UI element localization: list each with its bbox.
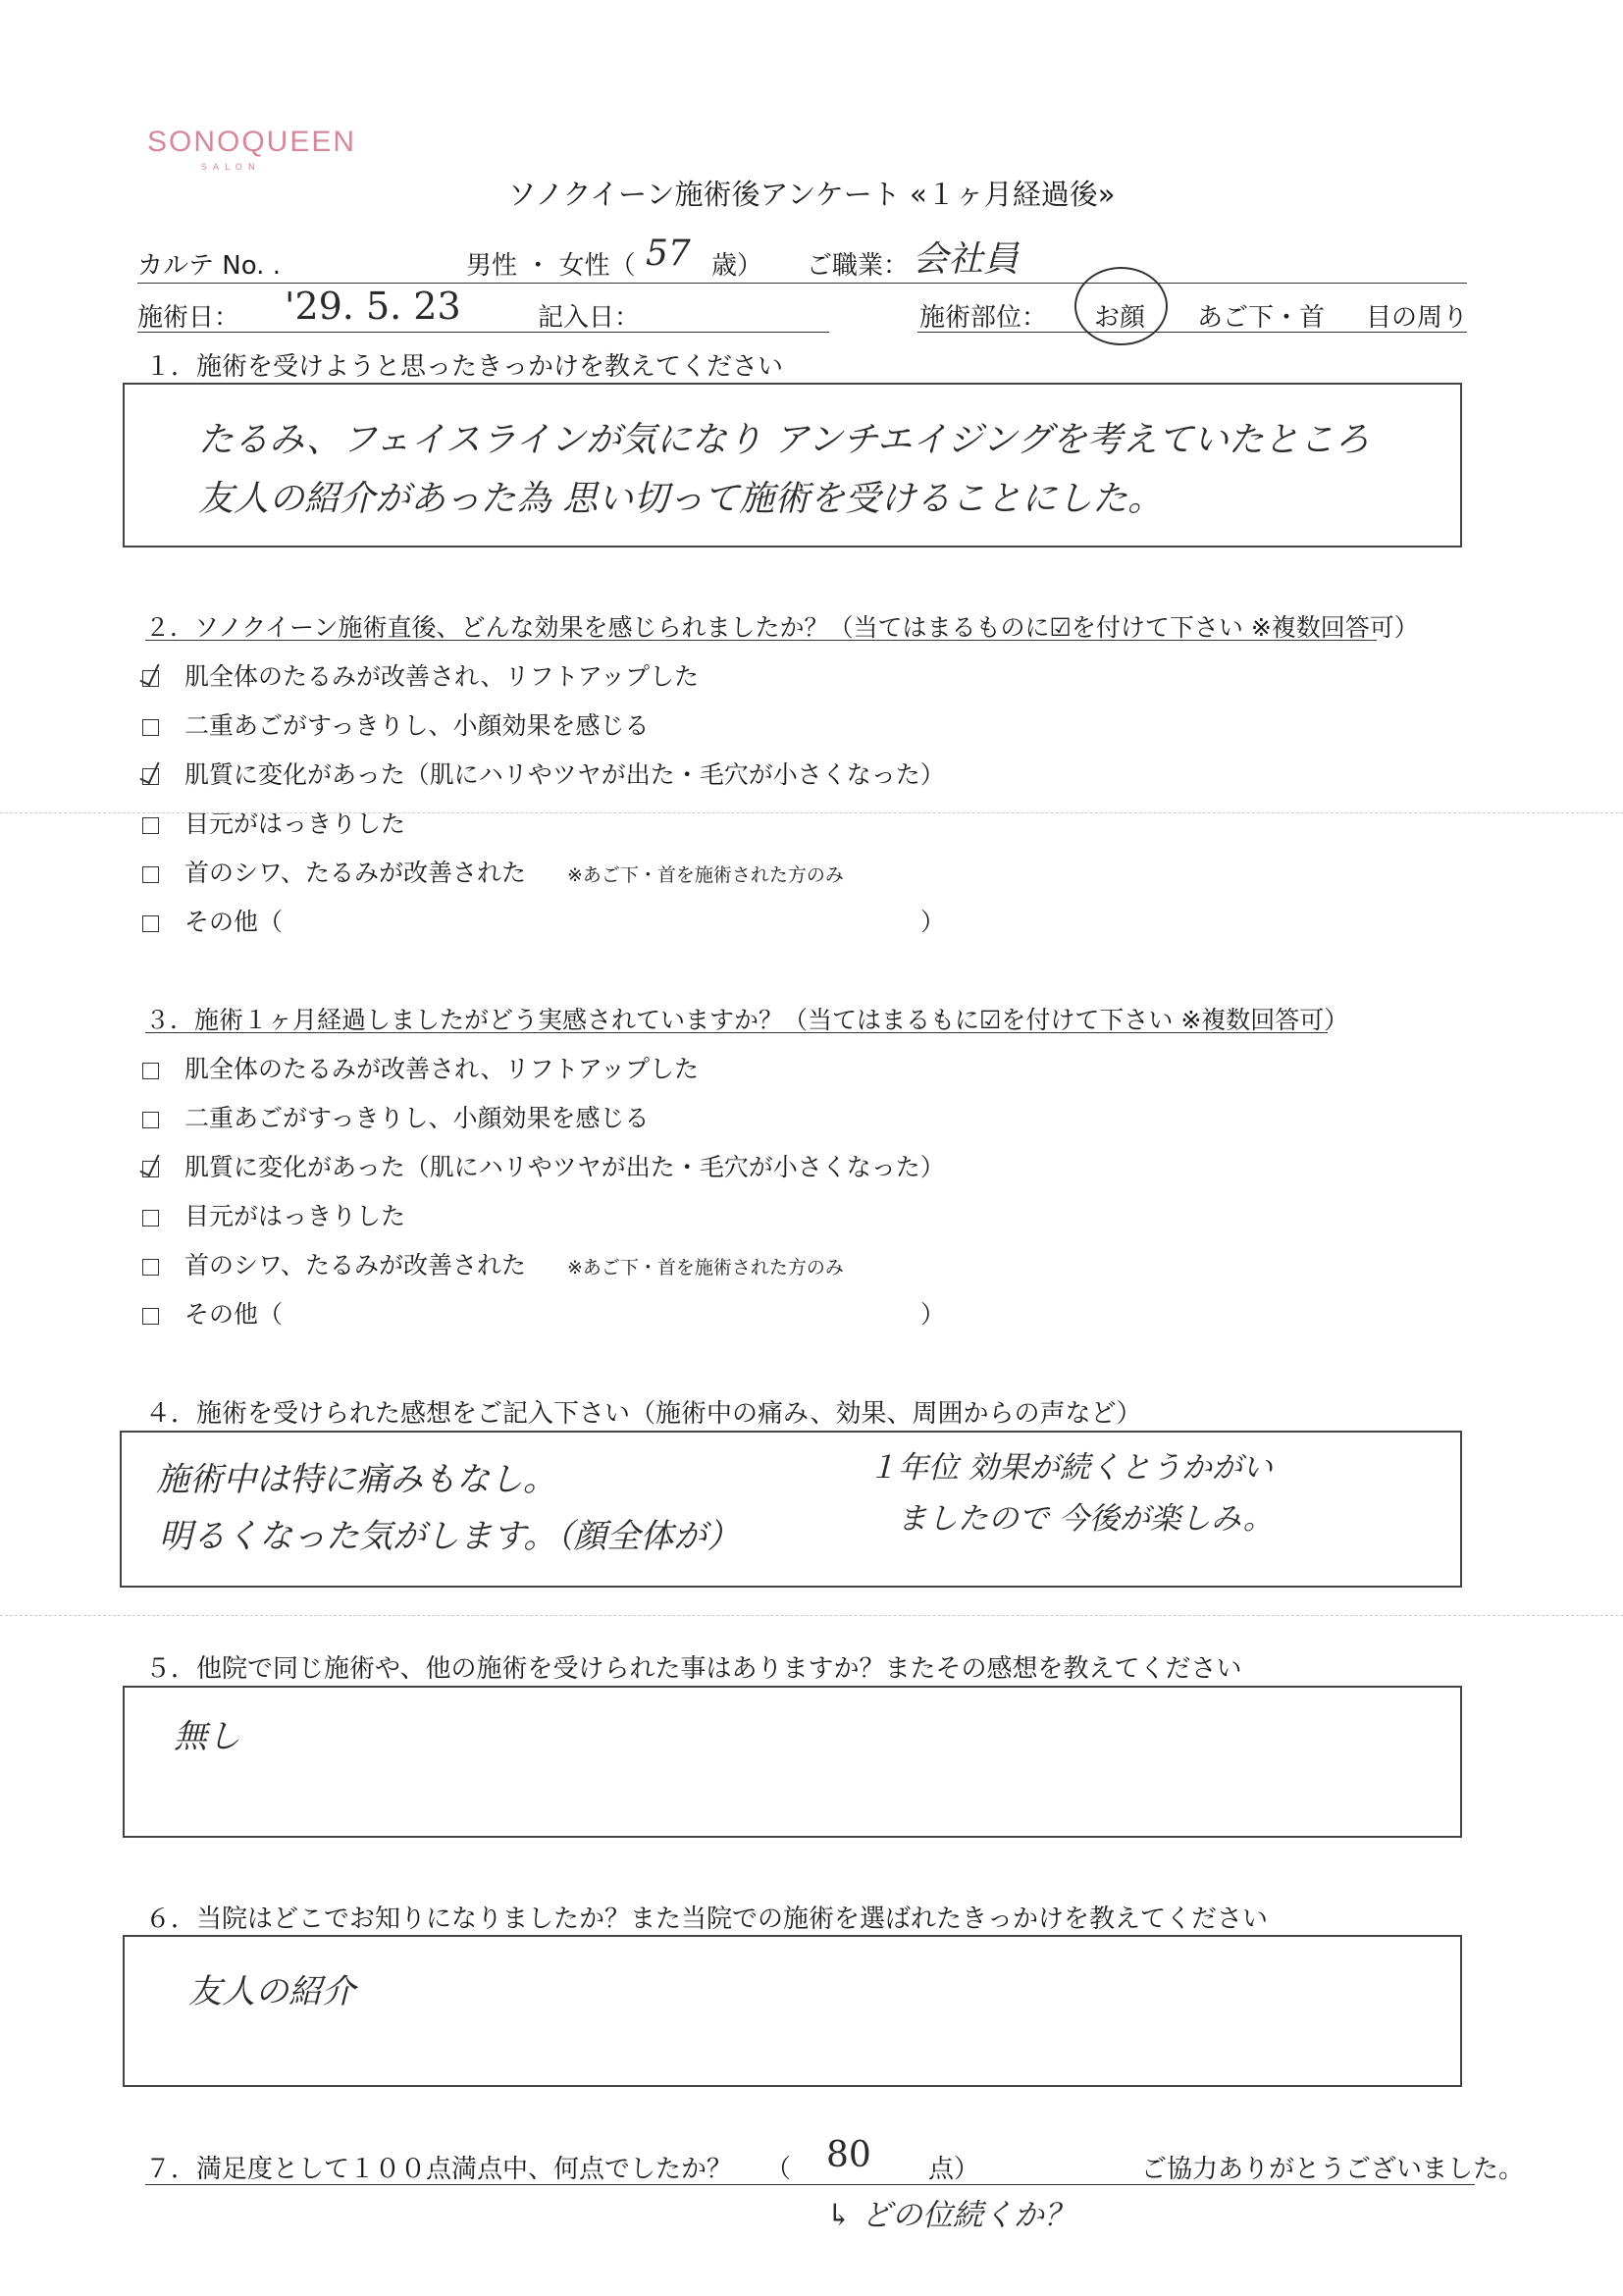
q1-answer-line2: 友人の紹介があった為 思い切って施術を受けることにした。 [198,479,1164,519]
q2-question: ２．ソノクイーン施術直後、どんな効果を感じられましたか？（当てはまるものに☑を付けて下さい ※複数回答可） [145,613,1419,642]
q2-other-close: ） [920,908,946,936]
q2-option-neck: 首のシワ、たるみが改善された ※あご下・首を施術された方のみ [142,854,844,889]
q7-suffix: 点） [928,2155,980,2184]
q2-checkbox-eyes[interactable] [142,817,159,834]
q3-option-skin: 肌質に変化があった（肌にハリやツヤが出た・毛穴が小さくなった） [142,1148,945,1183]
q3-checkbox-skin[interactable] [142,1161,159,1177]
q2-option-skin: 肌質に変化があった（肌にハリやツヤが出た・毛穴が小さくなった） [142,756,945,791]
q2-underline [145,640,1377,641]
info-row2-underline [137,332,829,333]
area-eyes: 目の周り [1366,303,1469,333]
q3-question: ３．施術１ヶ月経過しましたがどう実感されていますか？（当てはまるもに☑を付けて下さい ※複数回答可） [145,1006,1349,1034]
q2-option-double-chin: 二重あごがすっきりし、小顔効果を感じる [142,706,650,742]
area-label: 施術部位： [919,303,1048,333]
q1-question: １．施術を受けようと思ったきっかけを教えてください [145,352,784,382]
age-suffix: 歳） [711,251,763,281]
q3-checkbox-other[interactable] [142,1308,159,1325]
q6-question: ６．当院はどこでお知りになりましたか？また当院での施術を選ばれたきっかけを教えてください [145,1905,1269,1934]
q3-checkbox-eyes[interactable] [142,1210,159,1226]
q4-answer-left1: 施術中は特に痛みもなし。 [156,1460,556,1499]
thanks-message: ご協力ありがとうございました。 [1141,2155,1525,2184]
q5-answer: 無し [174,1717,240,1756]
q2-option-eyes: 目元がはっきりした [142,805,405,840]
q4-answer-right2: ましたので 今後が楽しみ。 [897,1501,1274,1537]
q1-answer-box [123,383,1462,548]
q3-other-close: ） [920,1300,946,1329]
q5-question: ５．他院で同じ施術や、他の施術を受けられた事はありますか？またその感想を教えてください [145,1654,1242,1684]
logo: SONOQUEEN [147,126,357,158]
q3-option-eyes: 目元がはっきりした [142,1197,405,1232]
q4-question: ４．施術を受けられた感想をご記入下さい（施術中の痛み、効果、周囲からの声など） [145,1399,1142,1429]
karte-label: カルテ No. . [137,251,281,281]
q2-option-lift: 肌全体のたるみが改善され、リフトアップした [142,657,699,693]
q3-option-double-chin: 二重あごがすっきりし、小顔効果を感じる [142,1099,650,1134]
q2-checkbox-other[interactable] [142,915,159,932]
q3-option-lift: 肌全体のたるみが改善され、リフトアップした [142,1050,699,1085]
q3-checkbox-neck[interactable] [142,1259,159,1276]
q7-open-paren: （ [765,2155,792,2184]
q6-answer-box [123,1935,1462,2087]
q4-answer-box [120,1431,1462,1588]
area-face-circle [1074,267,1168,345]
date-value: '29. 5. 23 [285,285,461,328]
age-value: 57 [646,234,691,274]
fold-line [0,812,1623,813]
q1-answer-line1: たるみ、フェイスラインが気になり アンチエイジングを考えていたところ [198,420,1370,460]
q3-checkbox-lift[interactable] [142,1063,159,1079]
fold-line-2 [0,1615,1623,1616]
gender-label: 男性 ・ 女性（ [466,251,636,281]
q6-answer: 友人の紹介 [188,1972,355,2011]
q2-checkbox-skin[interactable] [142,768,159,785]
occupation-label: ご職業： [807,251,910,281]
info-row1-underline [137,283,1467,284]
date-label: 施術日： [137,303,240,333]
q7-question: ７．満足度として１００点満点中、何点でしたか？ [145,2155,733,2184]
q3-checkbox-double-chin[interactable] [142,1112,159,1128]
area-chin-neck: あご下・首 [1197,303,1326,333]
q5-answer-box [123,1686,1462,1838]
q2-checkbox-lift[interactable] [142,670,159,687]
page-title: ソノクイーン施術後アンケート «１ヶ月経過後» [507,178,1116,211]
q3-option-other: その他（ [142,1295,283,1331]
q3-option-neck: 首のシワ、たるみが改善された ※あご下・首を施術された方のみ [142,1246,844,1281]
q2-checkbox-double-chin[interactable] [142,719,159,736]
q4-answer-left2: 明るくなった気がします。（顔全体が） [159,1517,741,1556]
q7-score: 80 [826,2135,871,2175]
q7-note: ↳ どの位続くか？ [826,2198,1074,2233]
q2-checkbox-neck[interactable] [142,866,159,883]
q2-option-other: その他（ [142,903,283,938]
q3-underline [145,1032,1328,1033]
area-underline [917,332,1467,333]
area-face: お顔 [1094,303,1146,333]
logo-subtitle: SALON [201,163,261,173]
occupation-value: 会社員 [913,239,1020,280]
entry-label: 記入日： [538,303,641,333]
q4-answer-right1: １年位 効果が続くとうかがい [867,1450,1273,1486]
